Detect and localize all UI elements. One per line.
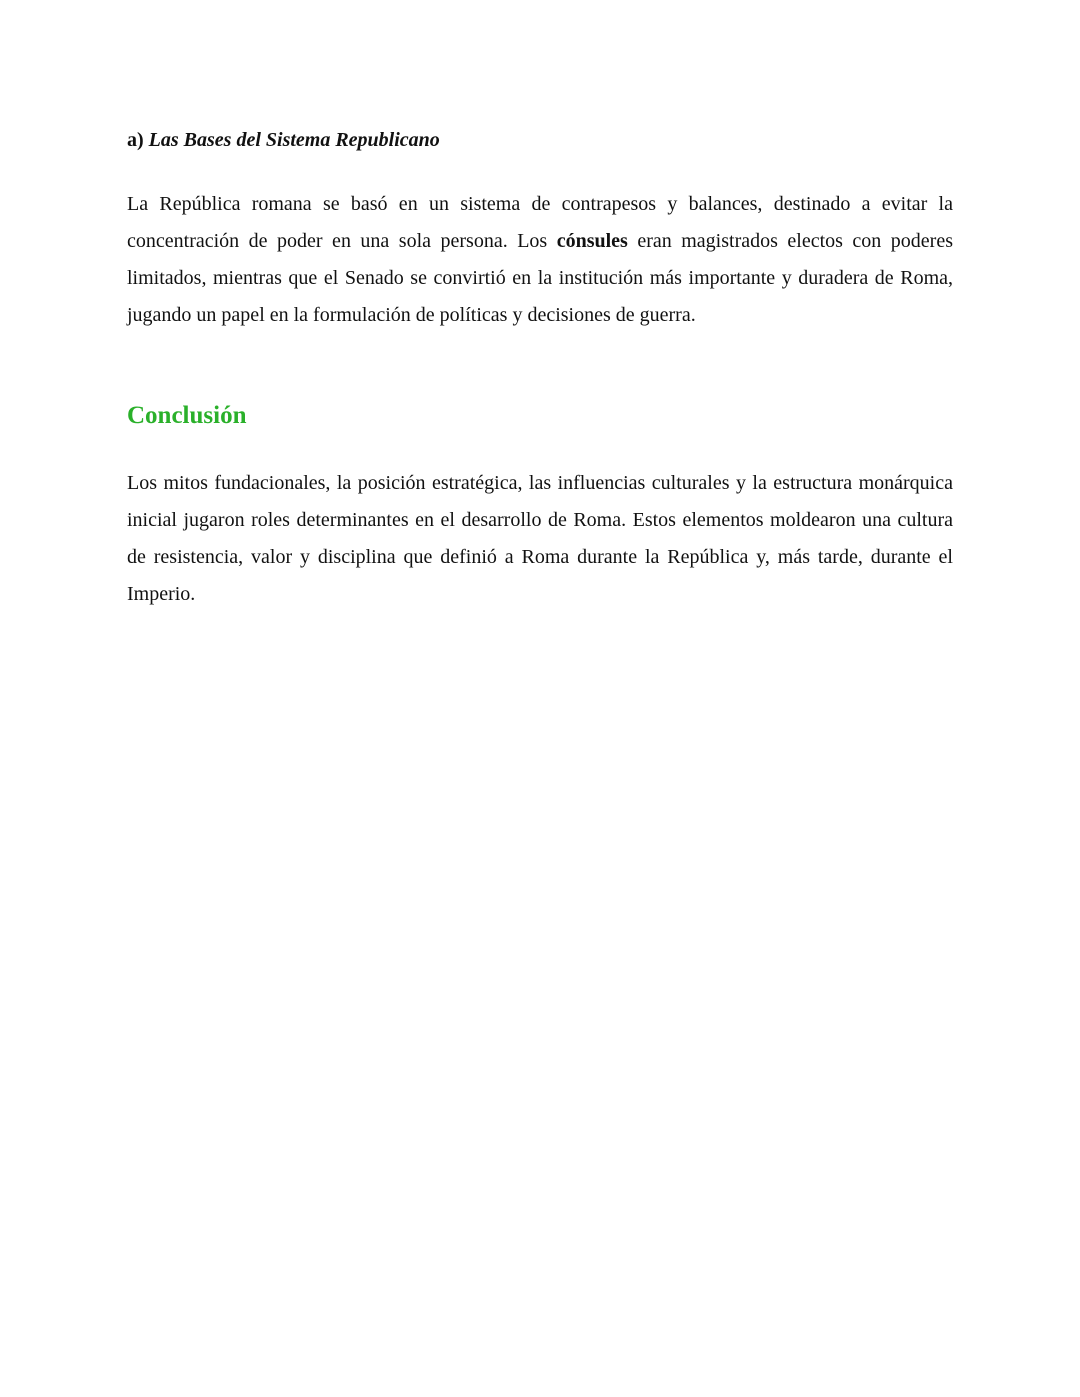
section-a-paragraph-part2: eran magistrados electos con poderes limitados, mientras que el Senado se convirtió en la institución más importante y duradera de Roma, jugando un papel en la formulación de políticas y decisiones de guerra. (127, 230, 953, 326)
section-a-letter: a) (127, 129, 144, 151)
conclusion-heading: Conclusión (127, 402, 247, 429)
section-a-paragraph-part1: La República romana se basó en un sistema de contrapesos y balances, destinado a evitar la concentración de poder en una sola persona. Los (127, 193, 953, 252)
conclusion-paragraph: Los mitos fundacionales, la posición estratégica, las influencias culturales y la estructura monárquica inicial jugaron roles determinantes en el desarrollo de Roma. Estos elementos moldearon una cultura de resistencia, valor y disciplina que definió a Roma durante la República y, más tarde, durante el Imperio. (127, 472, 953, 605)
section-a-title: Las Bases del Sistema Republicano (148, 129, 440, 151)
section-a-paragraph-bold-term: cónsules (556, 230, 628, 252)
section-a-paragraph (127, 186, 953, 334)
section-a-subheading (127, 126, 953, 154)
